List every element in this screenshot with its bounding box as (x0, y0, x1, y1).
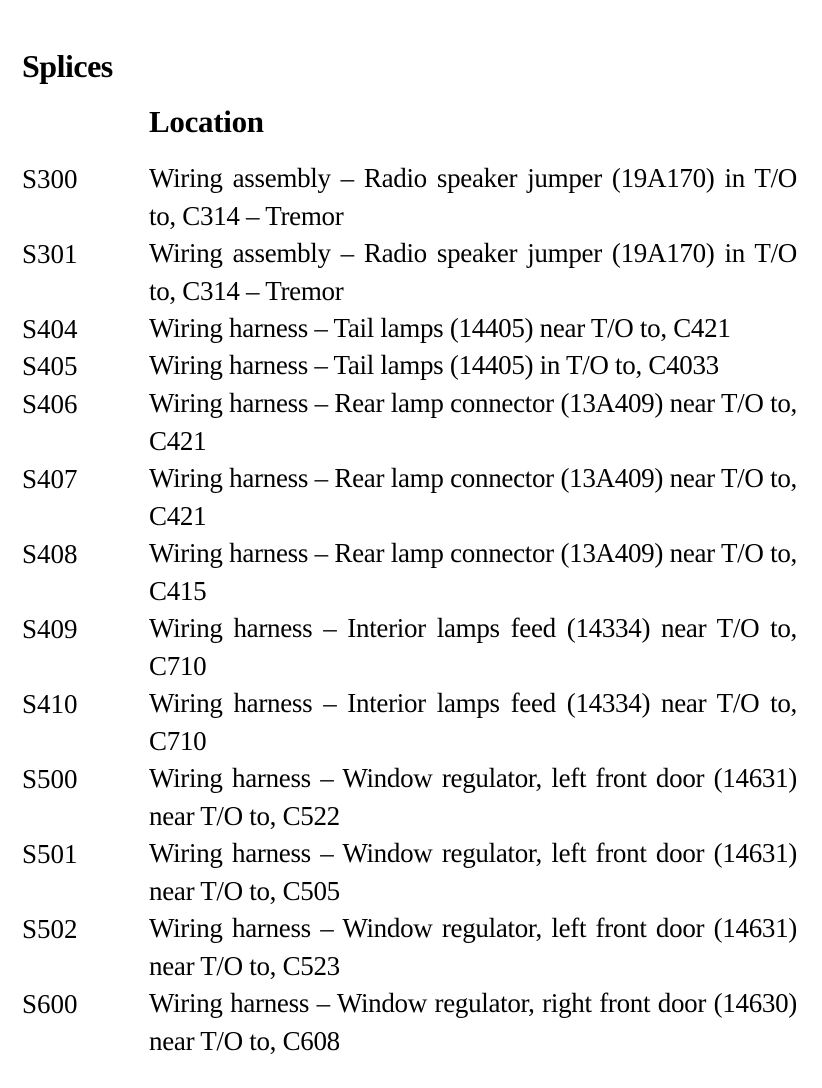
location-column-header: Location (149, 104, 264, 139)
splice-code: S502 (22, 914, 78, 944)
splice-code: S406 (22, 389, 78, 419)
splice-code: S407 (22, 464, 78, 494)
splice-code: S409 (22, 614, 78, 644)
splice-code: S301 (22, 239, 78, 269)
splice-location: Wiring harness – Interior lamps feed (14334) near T/O to, C710 (149, 688, 797, 756)
splice-code: S408 (22, 539, 78, 569)
splice-location: Wiring harness – Tail lamps (14405) in T/O to, C4033 (149, 350, 719, 380)
splice-code: S300 (22, 164, 78, 194)
splice-location: Wiring harness – Rear lamp connector (13A409) near T/O to, C415 (149, 538, 797, 606)
splice-code: S404 (22, 314, 78, 344)
splice-code: S501 (22, 839, 78, 869)
splice-code: S405 (22, 351, 78, 381)
splice-location: Wiring harness – Window regulator, left front door (14631) near T/O to, C505 (149, 838, 797, 906)
splice-location: Wiring assembly – Radio speaker jumper (19A170) in T/O to, C314 – Tremor (149, 238, 797, 306)
splice-code: S410 (22, 689, 78, 719)
splice-location: Wiring harness – Interior lamps feed (14334) near T/O to, C710 (149, 613, 797, 681)
splice-location: Wiring harness – Rear lamp connector (13A409) near T/O to, C421 (149, 388, 797, 456)
splice-location: Wiring harness – Rear lamp connector (13A409) near T/O to, C421 (149, 463, 797, 531)
splice-location: Wiring harness – Window regulator, left front door (14631) near T/O to, C522 (149, 763, 797, 831)
splice-location: Wiring harness – Window regulator, left front door (14631) near T/O to, C523 (149, 913, 797, 981)
splice-code: S600 (22, 989, 78, 1019)
splice-code: S500 (22, 764, 78, 794)
splice-location: Wiring harness – Tail lamps (14405) near T/O to, C421 (149, 313, 731, 343)
splice-location: Wiring assembly – Radio speaker jumper (19A170) in T/O to, C314 – Tremor (149, 163, 797, 231)
splice-location: Wiring harness – Window regulator, right front door (14630) near T/O to, C608 (149, 988, 797, 1056)
section-title: Splices (22, 48, 113, 84)
